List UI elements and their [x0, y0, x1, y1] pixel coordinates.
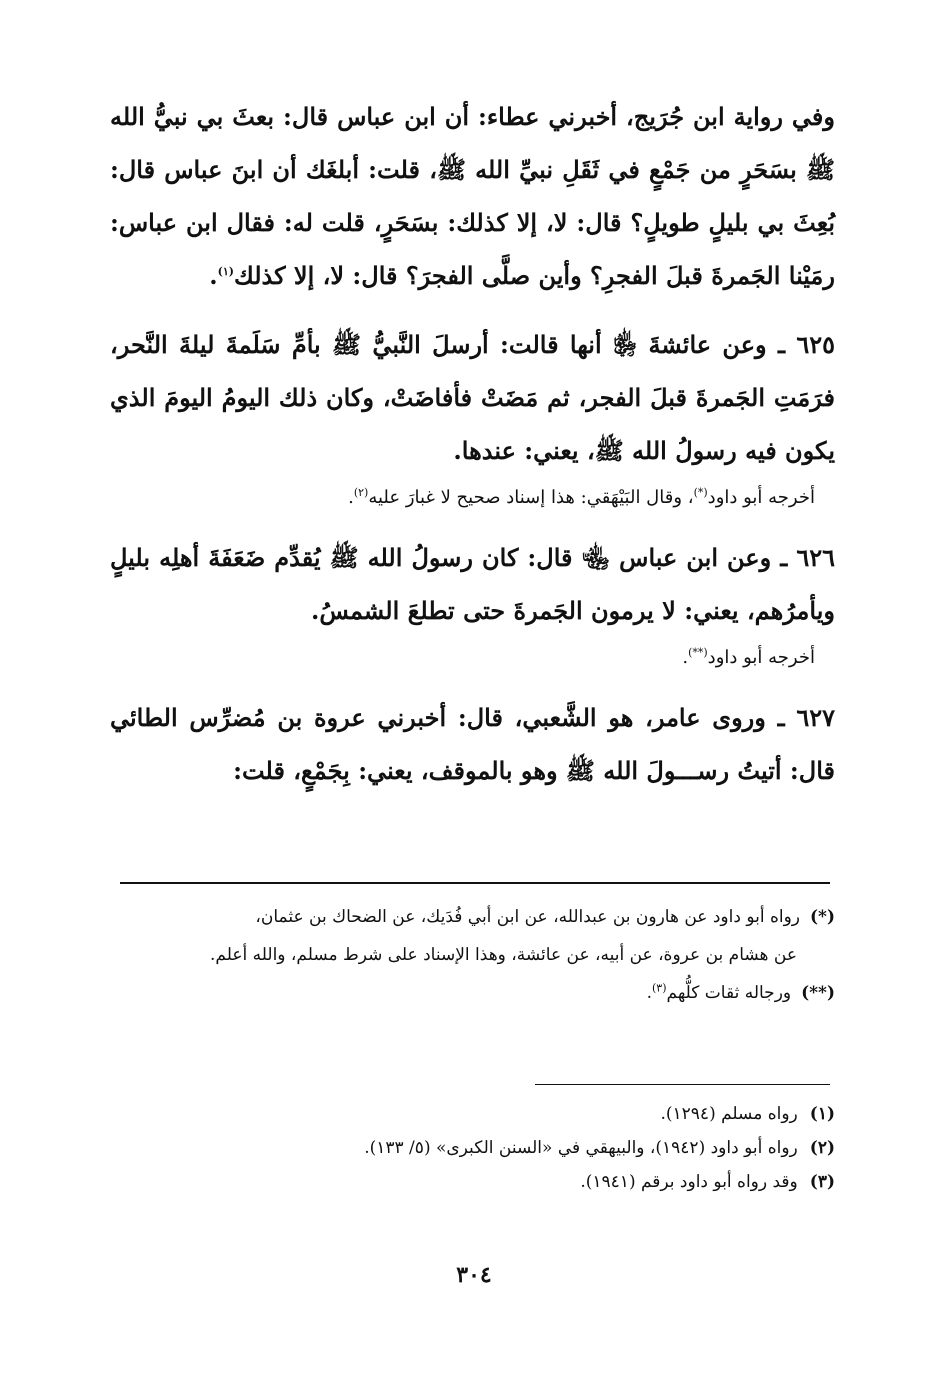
star-ref: (**): [688, 646, 708, 659]
footnote-2: [110, 1131, 835, 1165]
star-note-text: ورجاله ثقات كلُّهم: [666, 983, 792, 1003]
main-text: [110, 90, 835, 813]
paragraph-text: وفي رواية ابن جُرَيج، أخبرني عطاء: أن ابن عباس قال: بعثَ بي نبيُّ الله ﷺ بسَحَرٍ من جَمْعٍ في ثَقَلِ نبيِّ الله ﷺ، قلت: أبلغَك أن ابنَ عباس قال: بُعِثَ بي بليلٍ طويلٍ؟ قال: لا، إلا كذلك: بسَحَرٍ، قلت له: فقال ابن عباس: رمَيْنا الجَمرةَ قبلَ الفجرِ؟ وأين صلَّى الفجرَ؟ قال: لا، إلا كذلك: [110, 102, 835, 290]
star-mark: (*): [810, 907, 835, 927]
hadith-number: ٦٢٥ ـ: [777, 330, 836, 359]
footnote-mark: (١): [809, 1104, 835, 1124]
source-text: أخرجه أبو داود: [707, 647, 815, 668]
footnote-3: [110, 1165, 835, 1199]
star-mark: (**): [801, 983, 835, 1003]
notes-divider: [120, 882, 830, 884]
hadith-625: [110, 318, 835, 477]
footnote-1: [110, 1097, 835, 1131]
source-625: [110, 483, 835, 513]
paragraph-tail: .: [209, 261, 218, 290]
page-number: ٣٠٤: [456, 1262, 492, 1288]
source-tail: .: [682, 647, 689, 668]
footnote-ref: (٢): [353, 486, 369, 499]
footnote-text: رواه أبو داود (١٩٤٢)، والبيهقي في «السنن الكبرى» (٥/ ١٣٣).: [364, 1138, 798, 1158]
star-note-tail: .: [646, 983, 652, 1003]
footnotes-divider: [535, 1084, 830, 1085]
star-note-2: [110, 974, 835, 1012]
paragraph-text: وعن عائشةَ ﵂ أنها قالت: أرسلَ النَّبيُّ ﷺ بأمِّ سَلَمةَ ليلةَ النَّحر، فرَمَتِ الجَمرةَ قبلَ الفجر، ثم مَضَتْ فأفاضَتْ، وكان ذلك اليومُ اليومَ الذي يكون فيه رسولُ الله ﷺ، يعني: عندها.: [110, 330, 835, 465]
star-ref: (*): [693, 486, 708, 499]
paragraph-ibn-jurayj: [110, 90, 835, 302]
star-note-1: [110, 898, 835, 936]
hadith-number: ٦٢٦ ـ: [780, 543, 835, 572]
source-626: [110, 643, 835, 673]
footnote-ref: (١): [217, 265, 234, 278]
hadith-626: [110, 531, 835, 637]
hadith-number: ٦٢٧ ـ: [777, 703, 836, 732]
paragraph-text: وروى عامر، هو الشَّعبي، قال: أخبرني عروة بن مُضرِّس الطائي قال: أتيتُ رســـولَ الله ﷺ وهو بالموقف، يعني: بِجَمْعٍ، قلت:: [110, 703, 835, 785]
footnote-ref: (٣): [652, 981, 667, 995]
paragraph-text: وعن ابن عباس ﵄ قال: كان رسولُ الله ﷺ يُقدِّم ضَعَفَةَ أهلِه بليلٍ ويأمرُهم، يعني: لا يرمون الجَمرةَ حتى تطلعَ الشمسُ.: [110, 543, 835, 625]
source-text: ، وقال البَيْهَقي: هذا إسناد صحيح لا غبارَ عليه: [368, 487, 694, 508]
star-note-text: رواه أبو داود عن هارون بن عبدالله، عن ابن أبي فُدَيك، عن الضحاك بن عثمان،: [255, 907, 801, 927]
editor-notes: [110, 898, 835, 1012]
footnote-mark: (٢): [809, 1138, 835, 1158]
source-text: أخرجه أبو داود: [707, 487, 815, 508]
hadith-627: [110, 691, 835, 797]
footnote-text: رواه مسلم (١٢٩٤).: [660, 1104, 798, 1124]
source-tail: .: [348, 487, 354, 508]
footnote-text: وقد رواه أبو داود برقم (١٩٤١).: [580, 1172, 798, 1192]
footnotes: [110, 1097, 835, 1199]
star-note-1-continued: عن هشام بن عروة، عن أبيه، عن عائشة، وهذا الإسناد على شرط مسلم، والله أعلم.: [210, 945, 797, 965]
footnote-mark: (٣): [809, 1172, 835, 1192]
